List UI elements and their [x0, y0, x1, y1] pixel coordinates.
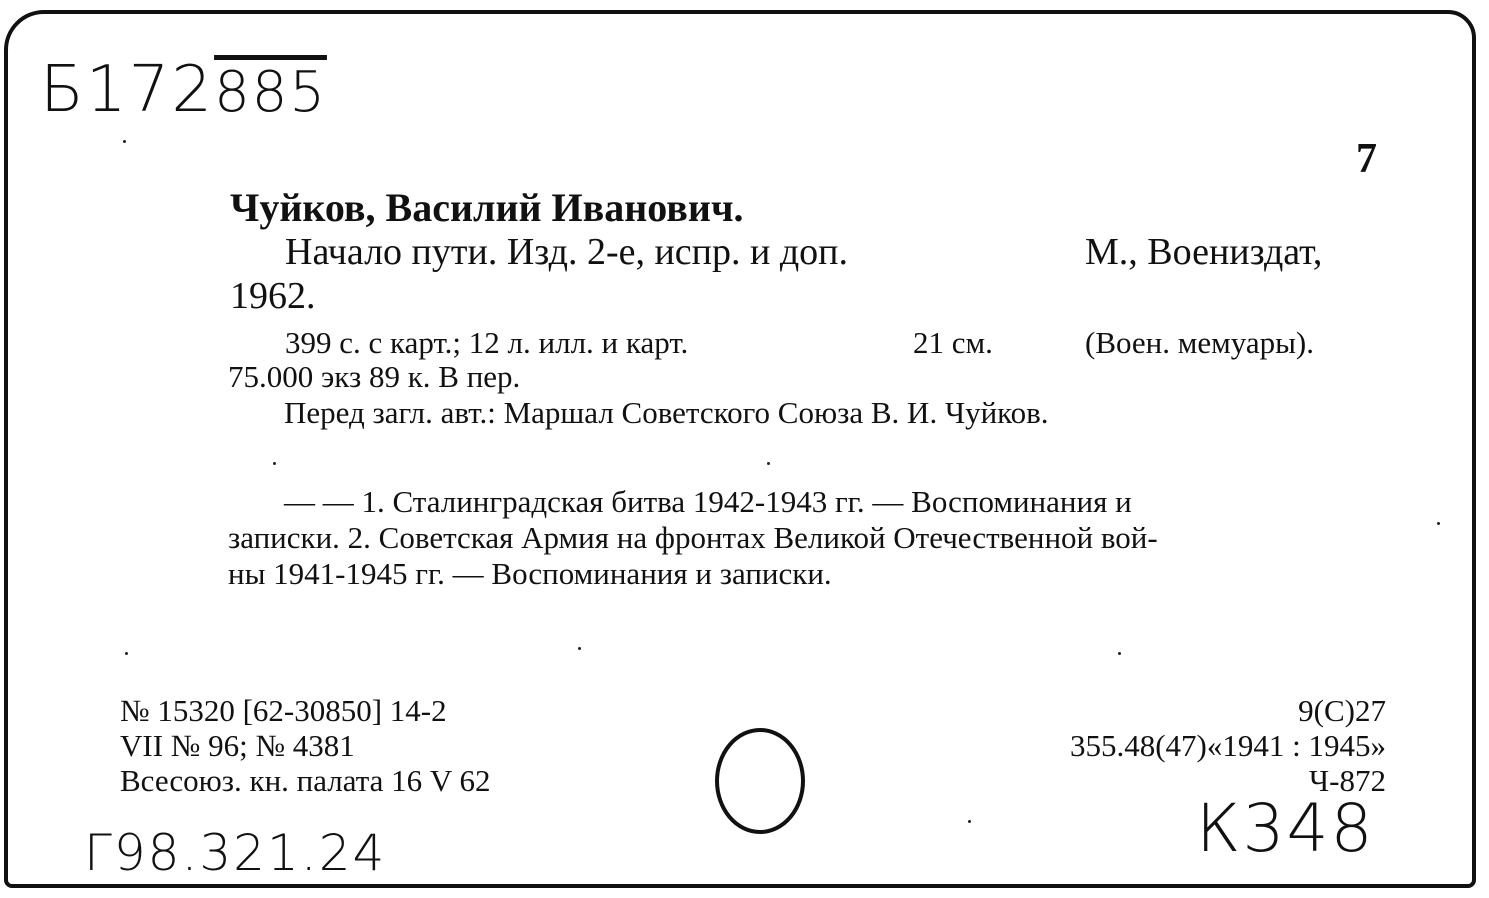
footer-left-line-3: Всесоюз. кн. палата 16 V 62 [120, 763, 491, 798]
speck [1118, 652, 1121, 655]
footer-right-line-1: 9(С)27 [1298, 693, 1386, 728]
author-note: Перед загл. авт.: Маршал Советского Союза В. И. Чуйков. [284, 395, 1049, 430]
title-left: Начало пути. Изд. 2-е, испр. и доп. [285, 231, 849, 273]
size: 21 см. [913, 325, 993, 360]
publication-year: 1962. [230, 275, 316, 317]
print-run: 75.000 экз 89 к. В пер. [228, 359, 521, 394]
footer-left-line-2: VII № 96; № 4381 [120, 728, 355, 763]
subject-line-1: — — 1. Сталинградская битва 1942-1943 гг. — Воспоминания и [284, 484, 1132, 519]
shelfmark-number: 885 [214, 60, 327, 125]
speck [273, 462, 276, 465]
punch-hole [714, 726, 806, 836]
speck [767, 462, 770, 465]
card-number: 7 [1356, 136, 1377, 182]
shelfmark-prefix: Б172 [40, 53, 215, 127]
footer-right-line-3: Ч-872 [1309, 763, 1386, 798]
physical-description: 399 с. с карт.; 12 л. илл. и карт. [285, 325, 689, 360]
series: (Воен. мемуары). [1085, 325, 1314, 360]
speck [1437, 522, 1440, 525]
subject-line-2: записки. 2. Советская Армия на фронтах Великой Отечественной вой- [228, 520, 1158, 555]
handwritten-bottom-right: К348 [1196, 790, 1375, 867]
subject-line-3: ны 1941-1945 гг. — Воспоминания и записки. [228, 556, 832, 591]
handwritten-bottom-left: Г98.321.24 [84, 824, 387, 882]
title-publisher: М., Воениздат, [1085, 231, 1323, 273]
speck [578, 647, 581, 650]
handwritten-shelfmark [40, 53, 327, 127]
speck [123, 140, 126, 143]
footer-left-line-1: № 15320 [62-30850] 14-2 [120, 693, 447, 728]
author-heading: Чуйков, Василий Иванович. [230, 185, 744, 230]
speck [968, 820, 971, 823]
speck [125, 652, 128, 655]
footer-right-line-2: 355.48(47)«1941 : 1945» [1069, 728, 1386, 763]
